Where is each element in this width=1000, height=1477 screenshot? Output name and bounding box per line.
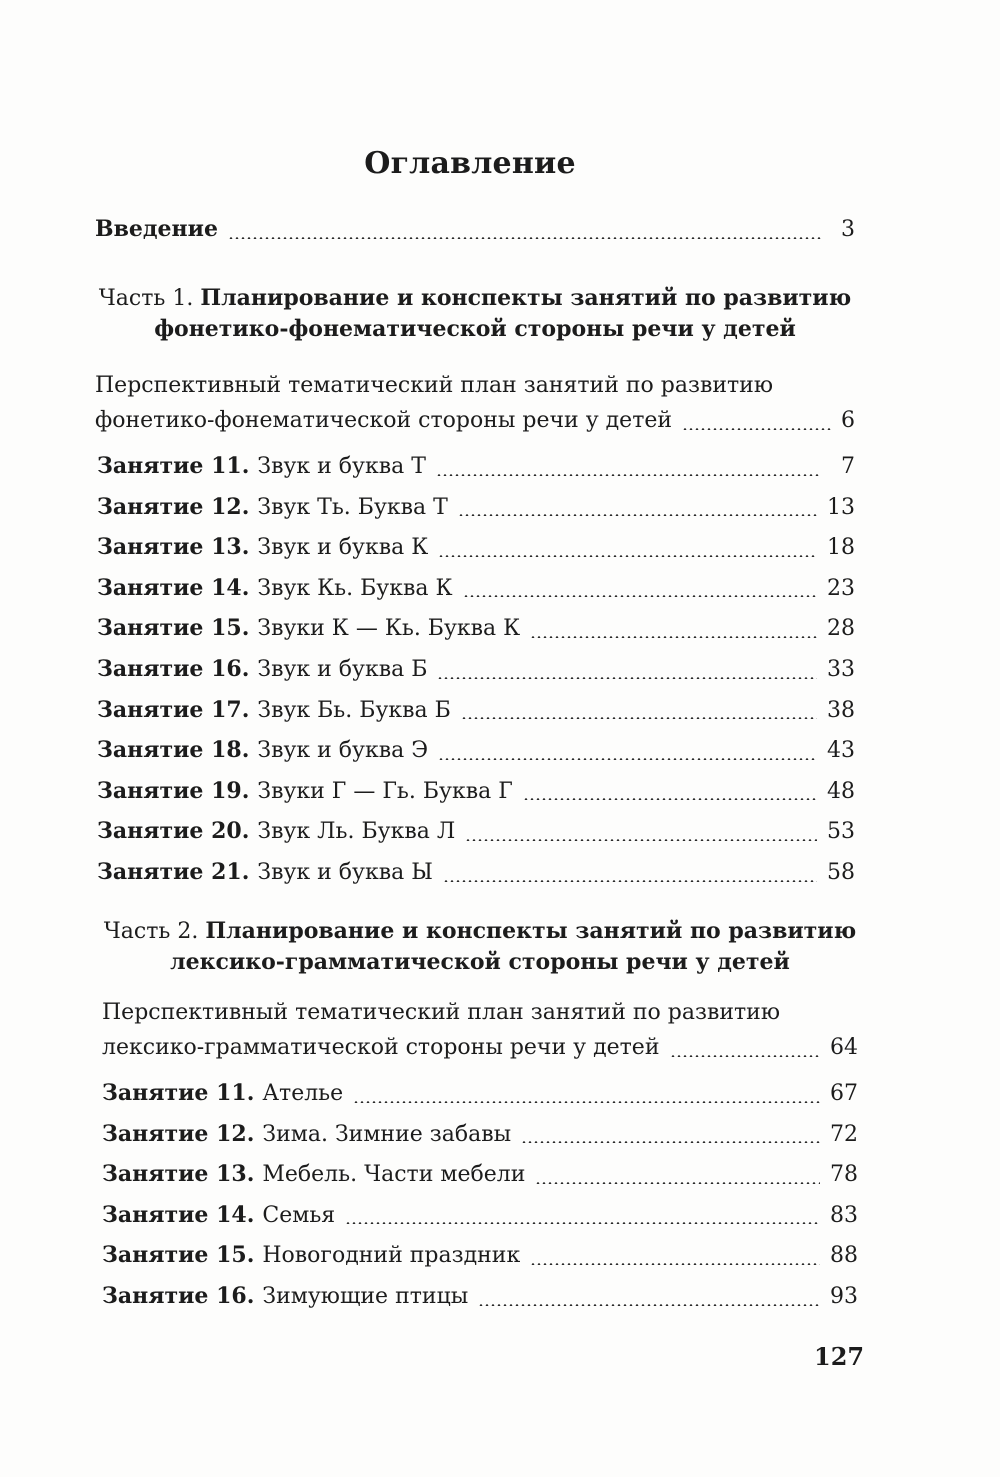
toc-entry-lesson — [102, 1119, 858, 1150]
page-title: Оглавление — [364, 146, 576, 181]
page-number: 6 — [841, 408, 855, 433]
lesson-number: Занятие 15. — [97, 615, 250, 642]
leader-dots — [682, 428, 831, 430]
toc-entry-lesson — [102, 1281, 858, 1312]
page-number: 13 — [827, 494, 855, 520]
page-number: 83 — [830, 1202, 858, 1228]
lesson-number: Занятие 18. — [97, 737, 250, 764]
lesson-title: Звук и буква Т — [257, 454, 426, 479]
toc-entry-lesson — [97, 695, 855, 726]
page-folio: 127 — [814, 1342, 865, 1371]
plan-line1: Перспективный тематический план занятий по развитию — [95, 373, 773, 398]
part-2-plan-entry — [102, 995, 858, 1065]
lesson-title: Звук Кь. Буква К — [257, 575, 453, 601]
leader-dots — [465, 839, 817, 841]
toc-entry-lesson — [97, 613, 855, 644]
lesson-number: Занятие 14. — [97, 574, 250, 601]
leader-dots — [458, 514, 817, 516]
toc-entry-lesson — [97, 492, 855, 523]
page-number: 33 — [827, 657, 855, 682]
part-number: Часть 1. — [98, 286, 194, 311]
toc-entry-lesson — [97, 451, 855, 482]
toc-entry-lesson — [97, 857, 855, 888]
leader-dots — [437, 677, 817, 679]
toc-entry-lesson — [102, 1240, 858, 1271]
lesson-title: Звук Ть. Буква Т — [257, 494, 448, 520]
lesson-number: Занятие 11. — [97, 453, 250, 479]
page-number: 58 — [827, 860, 855, 885]
leader-dots — [463, 595, 817, 597]
page-number: 88 — [830, 1243, 858, 1269]
lesson-number: Занятие 16. — [97, 656, 250, 682]
page-number: 78 — [830, 1162, 858, 1188]
lesson-title: Новогодний праздник — [262, 1243, 521, 1269]
leader-dots — [461, 717, 817, 719]
lesson-title: Звук и буква К — [257, 535, 429, 561]
leader-dots — [530, 636, 817, 638]
leader-dots — [436, 474, 821, 476]
plan-line2: фонетико-фонематической стороны речи у детей — [95, 408, 673, 433]
part-heading-line1: Планирование и конспекты занятий по развитию — [205, 918, 857, 944]
lesson-number: Занятие 21. — [97, 859, 250, 885]
lesson-title: Звуки К — Кь. Буква К — [257, 616, 521, 642]
leader-dots — [345, 1222, 820, 1224]
lesson-title: Семья — [262, 1202, 336, 1228]
page-number: 38 — [827, 697, 855, 723]
lesson-number: Занятие 16. — [102, 1283, 255, 1309]
page-number: 53 — [827, 819, 855, 845]
page-number: 67 — [830, 1081, 858, 1106]
toc-entry-lesson — [97, 573, 855, 604]
leader-dots — [530, 1263, 820, 1265]
toc-entry-lesson — [97, 735, 855, 766]
leader-dots — [228, 237, 821, 239]
toc-entry-lesson — [97, 776, 855, 807]
toc-entry-lesson — [102, 1200, 858, 1231]
page-number: 18 — [827, 535, 855, 561]
lesson-number: Занятие 14. — [102, 1201, 255, 1228]
part-heading-line2: фонетико-фонематической стороны речи у детей — [154, 316, 796, 342]
toc-entry-lesson — [97, 532, 855, 563]
lesson-number: Занятие 12. — [97, 493, 250, 520]
page-number: 93 — [830, 1284, 858, 1309]
part-number: Часть 2. — [103, 919, 199, 944]
page-number: 28 — [827, 616, 855, 642]
leader-dots — [478, 1304, 820, 1306]
lesson-number: Занятие 13. — [97, 534, 250, 561]
toc-entry-intro — [95, 214, 855, 245]
page-number: 48 — [827, 778, 855, 804]
toc-entry-lesson — [102, 1159, 858, 1190]
entry-label: Введение — [95, 216, 218, 242]
leader-dots — [535, 1182, 820, 1184]
page-number: 3 — [841, 217, 855, 242]
leader-dots — [521, 1141, 820, 1143]
page-number: 7 — [841, 454, 855, 479]
lesson-title: Зимующие птицы — [262, 1284, 469, 1309]
lesson-number: Занятие 12. — [102, 1120, 255, 1147]
lesson-number: Занятие 11. — [102, 1080, 255, 1106]
lesson-title: Ателье — [262, 1081, 344, 1106]
lesson-number: Занятие 20. — [97, 818, 250, 845]
leader-dots — [670, 1055, 821, 1057]
lesson-number: Занятие 13. — [102, 1161, 255, 1188]
part-1-heading — [90, 283, 860, 344]
plan-line1: Перспективный тематический план занятий по развитию — [102, 1000, 780, 1025]
leader-dots — [438, 555, 817, 557]
lesson-title: Зима. Зимние забавы — [262, 1121, 512, 1147]
toc-entry-lesson — [97, 654, 855, 685]
page-number: 43 — [827, 738, 855, 764]
lesson-number: Занятие 17. — [97, 696, 250, 723]
part-heading-line2: лексико-грамматической стороны речи у детей — [170, 949, 790, 975]
lesson-title: Звук Ль. Буква Л — [257, 819, 456, 845]
lesson-title: Звуки Г — Гь. Буква Г — [257, 778, 513, 804]
lesson-title: Мебель. Части мебели — [262, 1162, 526, 1188]
leader-dots — [438, 758, 817, 760]
page-number: 72 — [830, 1121, 858, 1147]
page-number: 23 — [827, 575, 855, 601]
toc-entry-lesson — [97, 816, 855, 847]
lesson-number: Занятие 15. — [102, 1242, 255, 1269]
lesson-title: Звук и буква Э — [257, 738, 429, 764]
part-2-heading — [100, 916, 860, 977]
lesson-title: Звук Бь. Буква Б — [257, 697, 451, 723]
leader-dots — [353, 1101, 820, 1103]
plan-line2: лексико-грамматической стороны речи у детей — [102, 1035, 660, 1060]
leader-dots — [443, 880, 817, 882]
lesson-number: Занятие 19. — [97, 777, 250, 804]
leader-dots — [523, 798, 817, 800]
part-heading-line1: Планирование и конспекты занятий по развитию — [200, 285, 852, 311]
lesson-title: Звук и буква Ы — [257, 860, 433, 885]
part-1-plan-entry — [95, 368, 855, 438]
toc-entry-lesson — [102, 1078, 858, 1109]
lesson-title: Звук и буква Б — [257, 657, 428, 682]
page-number: 64 — [830, 1035, 858, 1060]
